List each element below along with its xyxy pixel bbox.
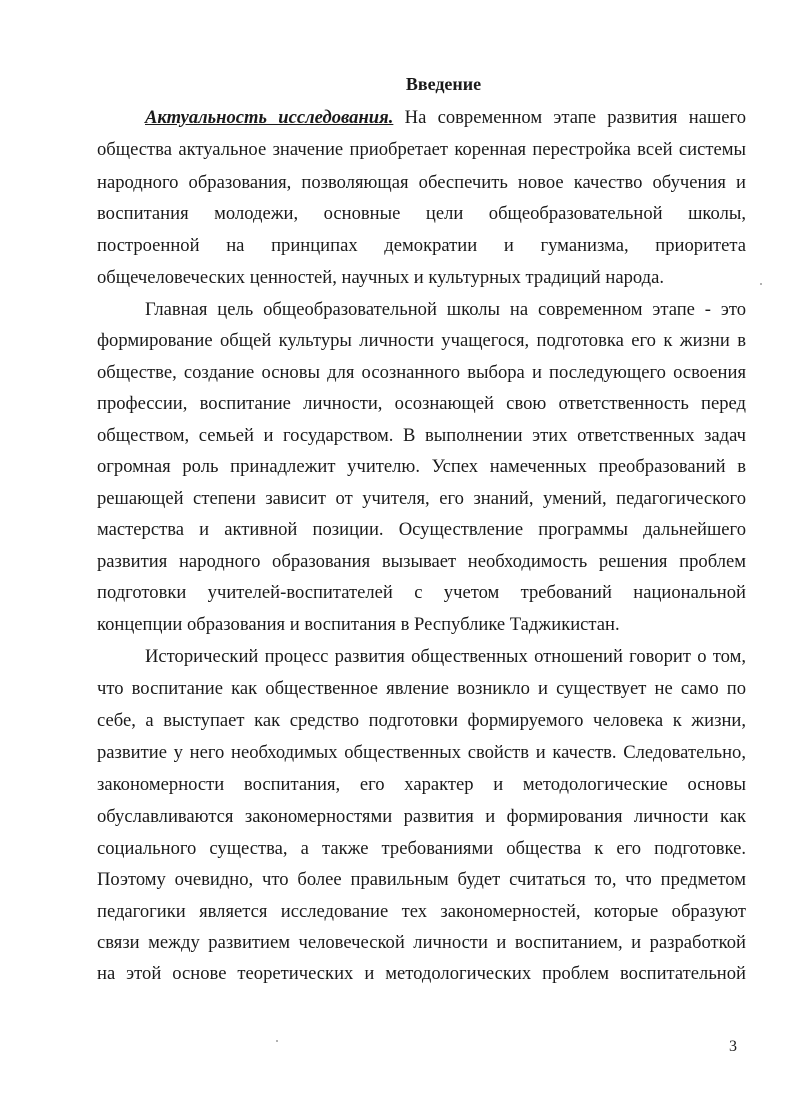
text-line: социального существа, а также требованиями общества к его подготовке. — [97, 838, 746, 859]
text-line: народного образования, позволяющая обеспечить новое качество обучения и — [97, 172, 746, 193]
page-number: 3 — [729, 1038, 737, 1055]
text-line: обществе, создание основы для осознанного выбора и последующего освоения — [97, 362, 746, 383]
text-line: Исторический процесс развития общественных отношений говорит о том, — [145, 646, 746, 667]
text-line: педагогики является исследование тех закономерностей, которые образуют — [97, 901, 746, 922]
text-line — [145, 101, 746, 134]
text-line: решающей степени зависит от учителя, его знаний, умений, педагогического — [97, 488, 746, 509]
text-line: что воспитание как общественное явление возникло и существует не само по — [97, 678, 746, 699]
lead-in-phrase: Актуальность исследования. — [145, 107, 394, 128]
text-line: себе, а выступает как средство подготовки формируемого человека к жизни, — [97, 710, 746, 731]
text-line: огромная роль принадлежит учителю. Успех намеченных преобразований в — [97, 456, 746, 477]
text-line: построенной на принципах демократии и гуманизма, приоритета — [97, 235, 746, 256]
text-line: общечеловеческих ценностей, научных и культурных традиций народа. — [97, 267, 664, 288]
section-heading: Введение — [405, 74, 482, 94]
text-line: подготовки учителей-воспитателей с учетом требований национальной — [97, 582, 746, 603]
text-line: воспитания молодежи, основные цели общеобразовательной школы, — [97, 203, 746, 224]
text-line: развития народного образования вызывает необходимость решения проблем — [97, 551, 746, 572]
scan-speck — [760, 283, 762, 285]
text-line: на этой основе теоретических и методологических проблем воспитательной — [97, 963, 746, 984]
text-line: обществом, семьей и государством. В выполнении этих ответственных задач — [97, 425, 746, 446]
scan-speck — [276, 1040, 278, 1042]
text-line: Главная цель общеобразовательной школы на современном этапе - это — [145, 299, 746, 320]
text-line: мастерства и активной позиции. Осуществление программы дальнейшего — [97, 519, 746, 540]
text-line: закономерности воспитания, его характер и методологические основы — [97, 774, 746, 795]
text-line: связи между развитием человеческой личности и воспитанием, и разработкой — [97, 932, 746, 953]
text-line-content: На современном этапе развития нашего — [393, 107, 746, 128]
text-line: обуславливаются закономерностями развития и формирования личности как — [97, 806, 746, 827]
text-line: формирование общей культуры личности учащегося, подготовка его к жизни в — [97, 330, 746, 351]
text-line: развитие у него необходимых общественных свойств и качеств. Следовательно, — [97, 742, 746, 763]
text-line: общества актуальное значение приобретает коренная перестройка всей системы — [97, 139, 746, 160]
text-line: профессии, воспитание личности, осознающей свою ответственность перед — [97, 393, 746, 414]
text-line: концепции образования и воспитания в Республике Таджикистан. — [97, 614, 620, 635]
text-line: Поэтому очевидно, что более правильным будет считаться то, что предметом — [97, 869, 746, 890]
